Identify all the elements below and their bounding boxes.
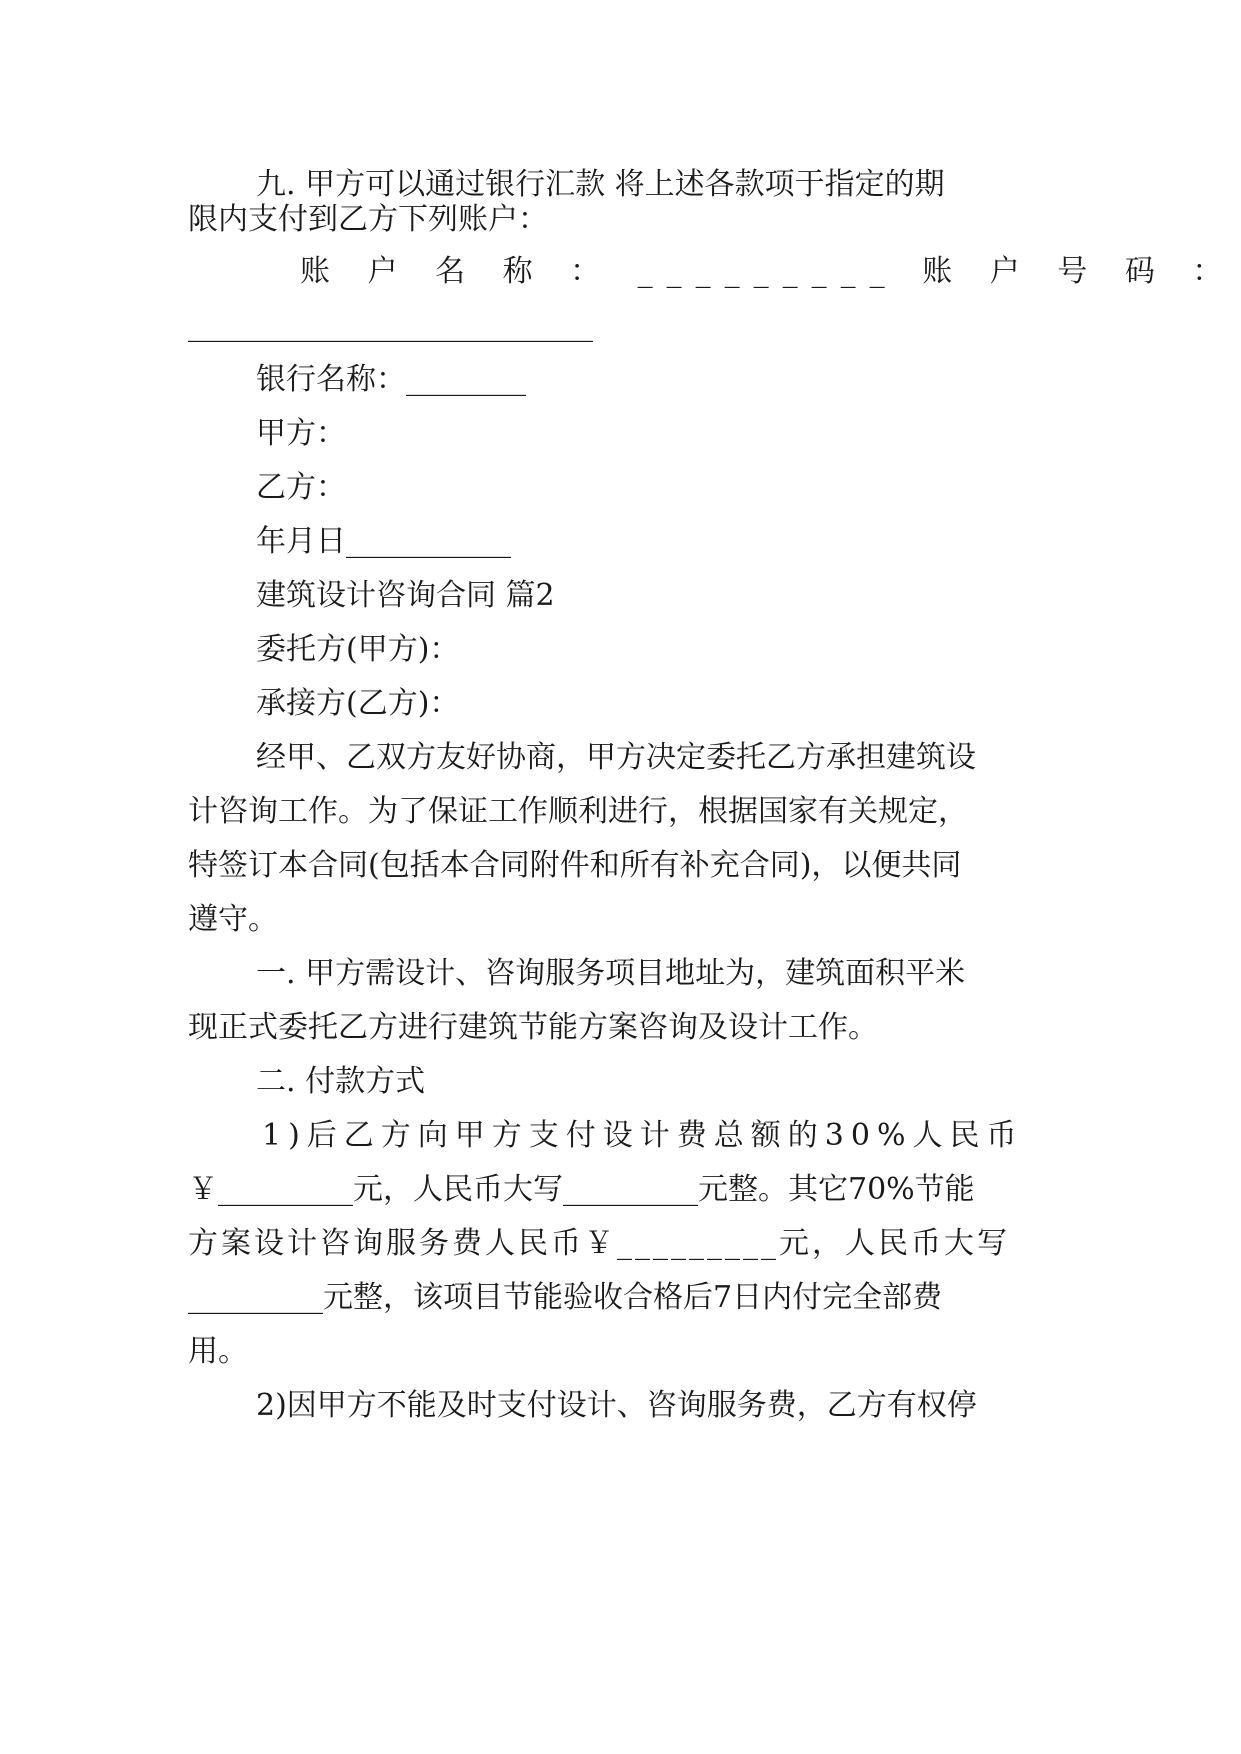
account-number-blank: ___________________________ — [188, 308, 593, 343]
paragraph-line: 遵守。 — [188, 902, 278, 937]
paragraph-line: ￥_________元，人民币大写_________元整。其它70%节能 — [188, 1172, 975, 1207]
clause-two-heading: 二. 付款方式 — [256, 1064, 426, 1099]
paragraph-line: _________元整，该项目节能验收合格后7日内付完全部费 — [188, 1280, 943, 1315]
payment-item-2: 2)因甲方不能及时支付设计、咨询服务费，乙方有权停 — [256, 1388, 977, 1423]
paragraph-line: 方案设计咨询服务费人民币￥_________元，人民币大写 — [188, 1226, 1010, 1261]
paragraph-line: 计咨询工作。为了保证工作顺利进行，根据国家有关规定， — [188, 794, 968, 829]
bank-name-line: 银行名称：________ — [256, 362, 526, 397]
paragraph-line: 限内支付到乙方下列账户： — [188, 202, 548, 237]
client-line: 委托方(甲方)： — [256, 632, 460, 667]
clause-one-line: 一. 甲方需设计、咨询服务项目地址为，建筑面积平米 — [256, 956, 966, 991]
paragraph-line: 九. 甲方可以通过银行汇款 将上述各款项于指定的期 — [256, 167, 945, 202]
party-a-line: 甲方： — [256, 416, 346, 451]
payment-item-1: 1)后乙方向甲方支付设计费总额的30%人民币 — [262, 1118, 1024, 1153]
paragraph-line: 现正式委托乙方进行建筑节能方案咨询及设计工作。 — [188, 1010, 878, 1045]
date-line: 年月日___________ — [256, 524, 511, 559]
account-fields-line: 账 户 名 称 ： _________ 账 户 号 码 ： — [300, 254, 1237, 289]
paragraph-line: 用。 — [188, 1334, 248, 1369]
contractor-line: 承接方(乙方)： — [256, 686, 460, 721]
paragraph-line: 特签订本合同(包括本合同附件和所有补充合同)，以便共同 — [188, 848, 962, 883]
party-b-line: 乙方： — [256, 470, 346, 505]
section-title: 建筑设计咨询合同 篇2 — [256, 578, 555, 613]
paragraph-line: 经甲、乙双方友好协商，甲方决定委托乙方承担建筑设 — [256, 740, 976, 775]
